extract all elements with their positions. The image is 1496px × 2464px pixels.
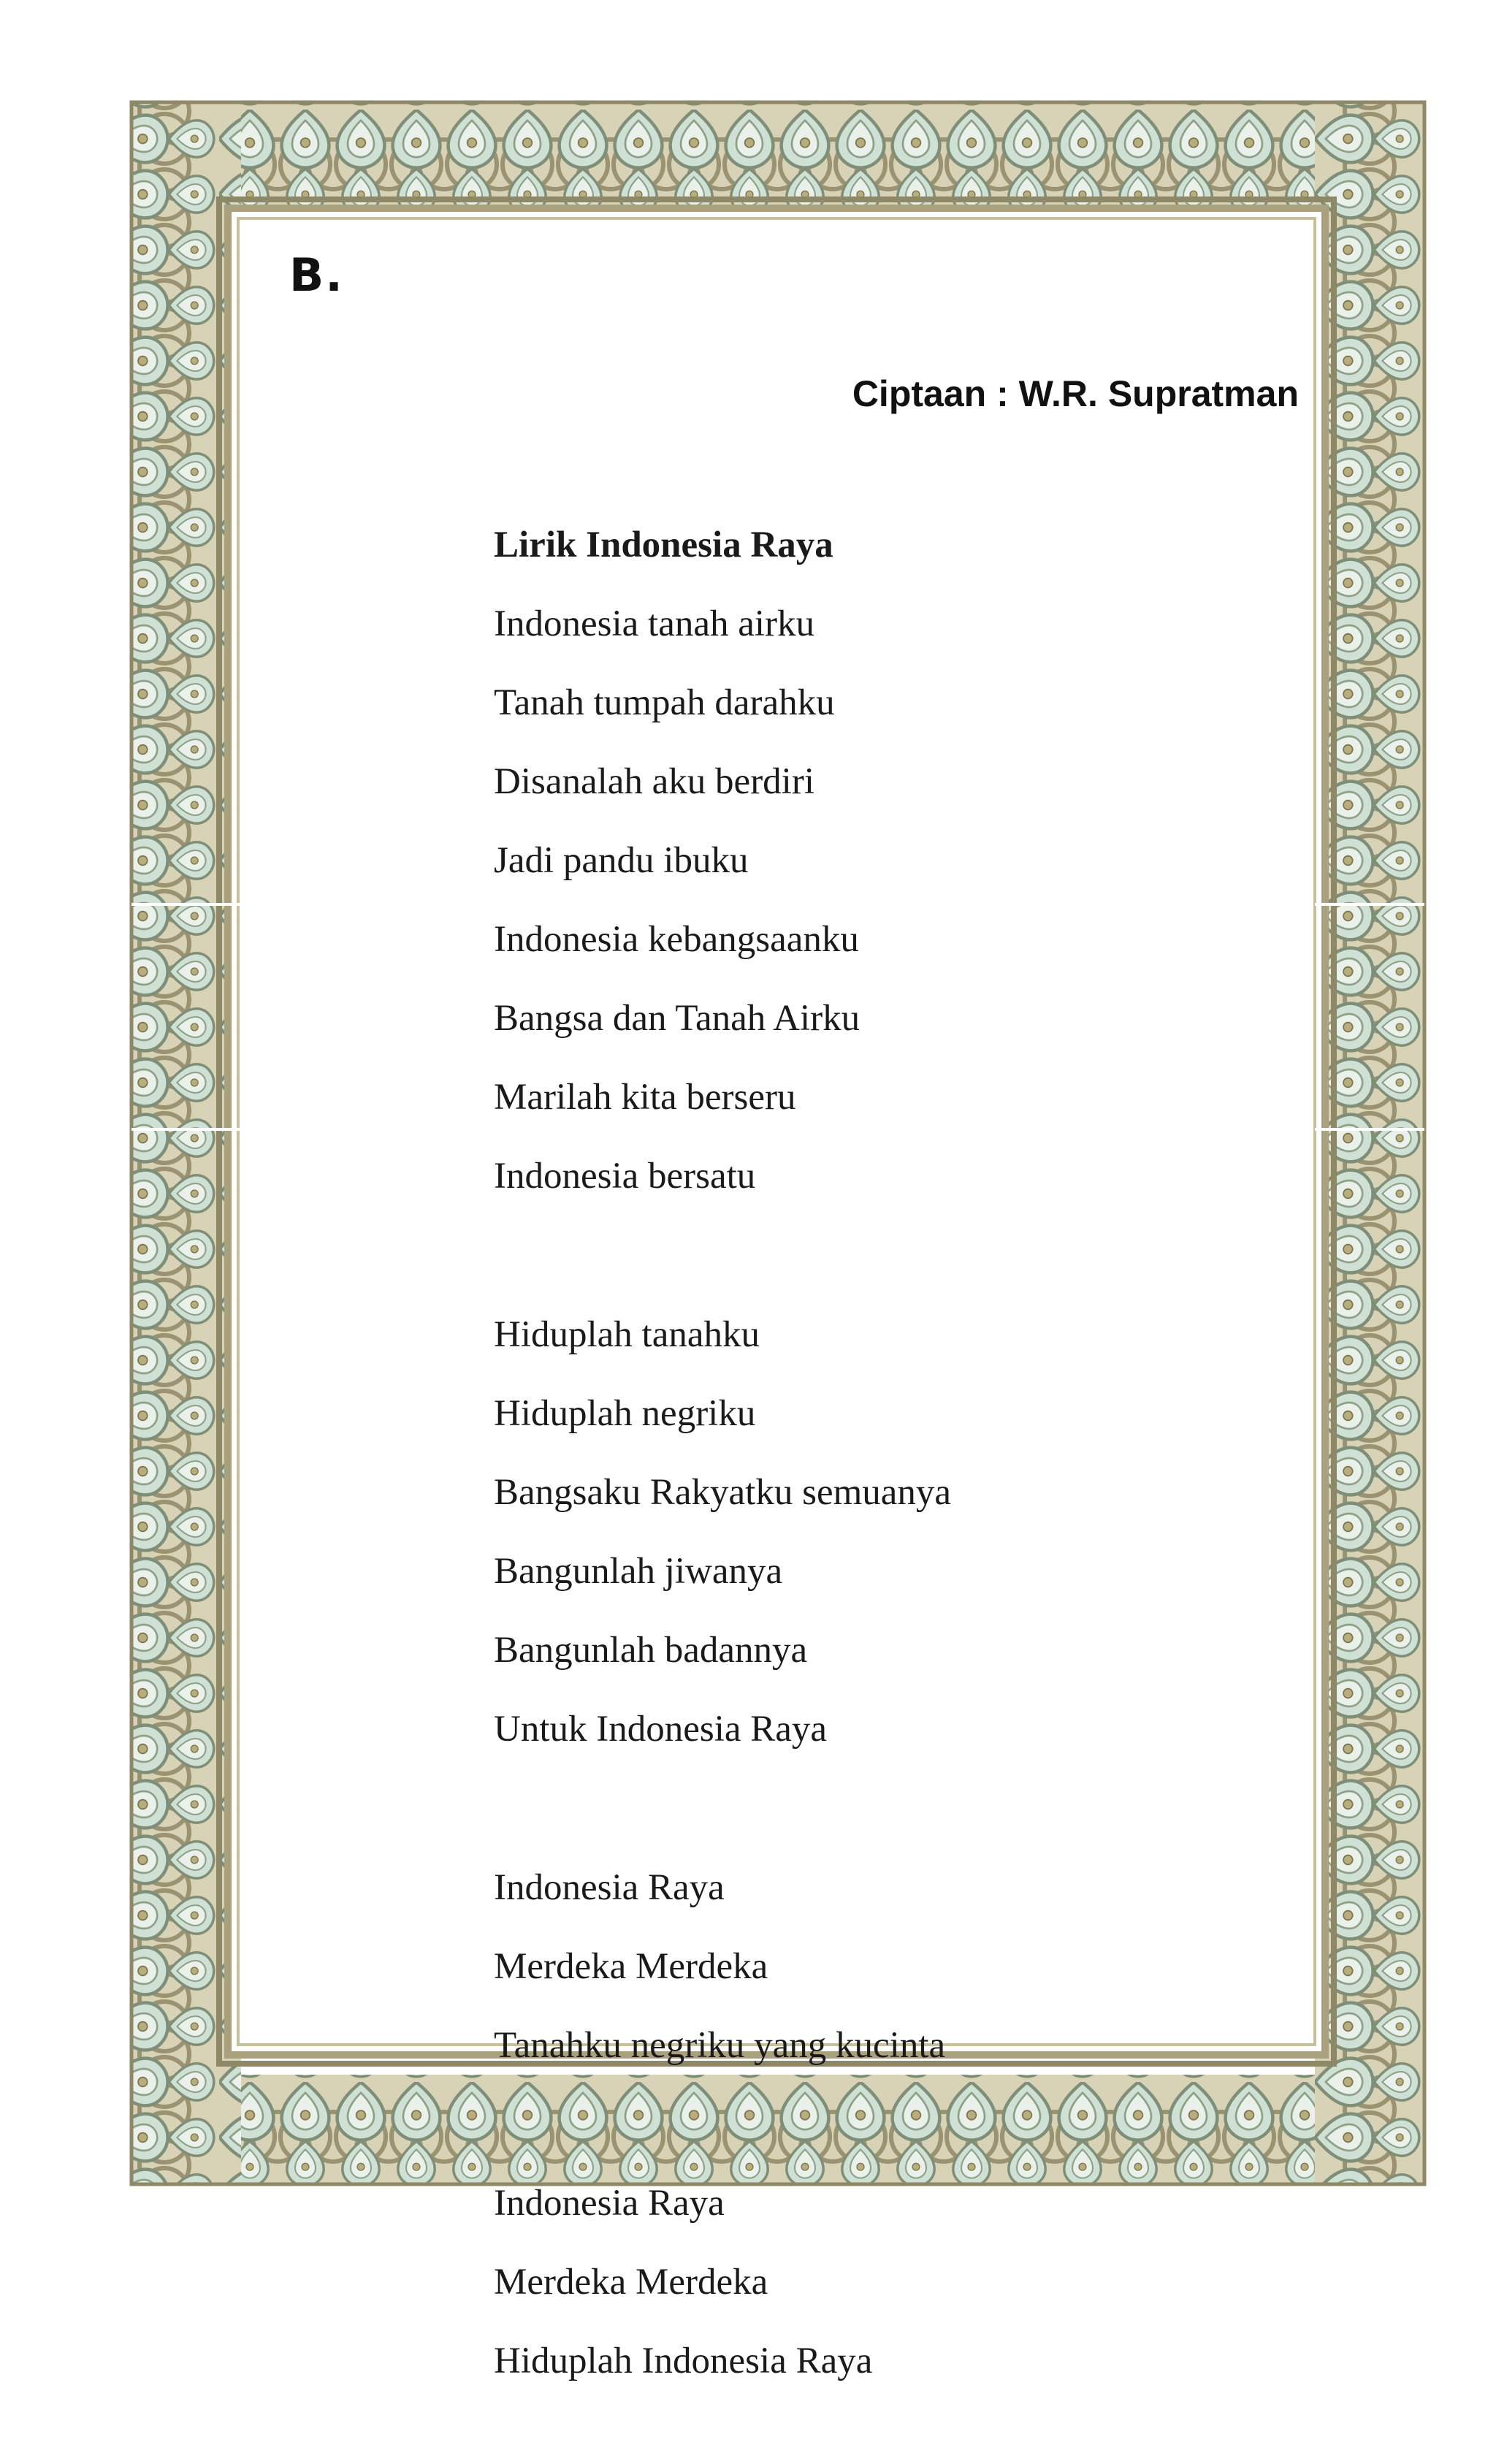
lyric-line: Jadi pandu ibuku <box>494 840 749 881</box>
lyric-line: Merdeka Merdeka <box>494 2262 768 2303</box>
lyric-line: Indonesia kebangsaanku <box>494 919 859 960</box>
lyric-line: Bangunlah badannya <box>494 1630 808 1671</box>
lyrics-title: Lirik Indonesia Raya <box>494 525 833 565</box>
lyric-line: Untuk Indonesia Raya <box>494 1709 828 1750</box>
lyric-line: Marilah kita berseru <box>494 1077 796 1118</box>
frame-band-bottom <box>131 2075 1424 2184</box>
lyric-line: Merdeka Merdeka <box>494 1946 768 1987</box>
section-marker: B. <box>289 248 344 302</box>
lyric-line: Hiduplah tanahku <box>494 1314 760 1355</box>
lyric-line: Disanalah aku berdiri <box>494 761 815 802</box>
lyric-line: Bangunlah jiwanya <box>494 1551 783 1592</box>
inner-page <box>228 208 1325 2055</box>
frame-band-top <box>131 102 1424 212</box>
lyric-line: Indonesia tanah airku <box>494 603 815 644</box>
lyric-line: Indonesia Raya <box>494 2183 725 2224</box>
lyric-line: Hiduplah negriku <box>494 1393 756 1434</box>
composer-credit: Ciptaan : W.R. Supratman <box>852 373 1299 414</box>
lyric-line: Tanah tumpah darahku <box>494 682 835 723</box>
lyric-line: Bangsaku Rakyatku semuanya <box>494 1472 952 1513</box>
lyric-line: Hiduplah Indonesia Raya <box>494 2341 873 2381</box>
lyric-line: Indonesia Raya <box>494 1867 725 1908</box>
lyric-line: Tanahku negriku yang kucinta <box>494 2025 946 2066</box>
lyric-line: Indonesia bersatu <box>494 1156 756 1197</box>
lyric-line: Bangsa dan Tanah Airku <box>494 998 860 1039</box>
